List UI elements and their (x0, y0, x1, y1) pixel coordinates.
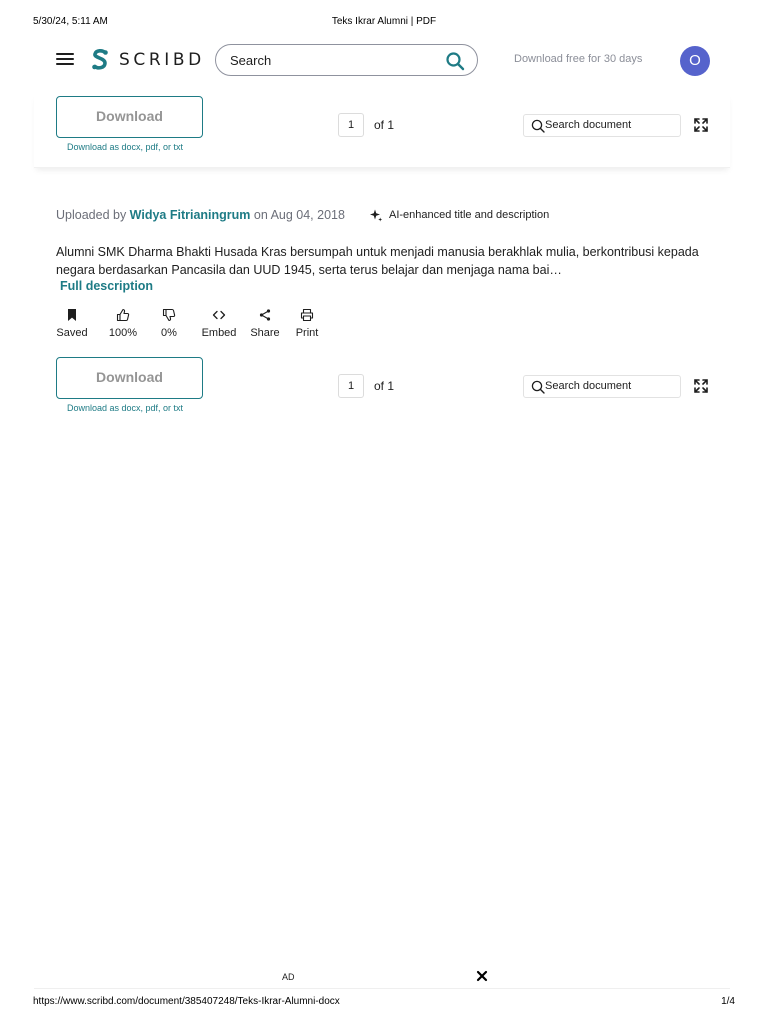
page-number-input[interactable]: 1 (338, 113, 364, 137)
share-button[interactable] (250, 306, 280, 344)
ai-badge-label: AI-enhanced title and description (389, 209, 550, 221)
page-number-input[interactable]: 1 (338, 374, 364, 398)
print-header (0, 16, 768, 30)
saved-label: Saved (56, 327, 88, 339)
ad-banner (34, 965, 730, 989)
upload-date: on Aug 04, 2018 (250, 208, 345, 222)
embed-button[interactable] (200, 306, 238, 344)
upload-info (56, 208, 345, 222)
search-document-placeholder: Search document (545, 380, 632, 392)
full-description-link[interactable]: Full description (60, 279, 154, 293)
download-format-note: Download as docx, pdf, or txt (67, 403, 184, 413)
print-label: Print (295, 327, 319, 339)
search-document-input[interactable] (523, 114, 681, 137)
fullscreen-icon[interactable] (693, 117, 709, 133)
sparkle-icon (369, 208, 383, 222)
printer-icon (300, 308, 314, 322)
page-total: of 1 (374, 118, 395, 132)
document-description: Alumni SMK Dharma Bhakti Husada Kras bersumpah untuk menjadi manusia berakhlak mulia, berkontribusi kepada negara berdasarkan Pancasila dan UUD 1945, serta terus belajar dan menjaga nama bai… (56, 245, 699, 277)
top-navigation (34, 40, 730, 80)
close-icon[interactable] (476, 970, 488, 982)
download-free-link[interactable]: Download free for 30 days (514, 53, 643, 65)
search-icon (531, 119, 545, 133)
search-document-placeholder: Search document (545, 119, 632, 131)
thumbs-up-icon (116, 308, 130, 322)
saved-button[interactable] (56, 306, 88, 344)
search-icon (531, 380, 545, 394)
document-toolbar-top (34, 94, 730, 168)
print-datetime: 5/30/24, 5:11 AM (33, 16, 108, 27)
dislike-button[interactable] (156, 306, 182, 344)
ad-label: AD (282, 972, 295, 982)
like-button[interactable] (96, 306, 150, 344)
print-button[interactable] (294, 306, 320, 344)
thumbs-down-icon (162, 308, 176, 322)
scribd-logo-mark-icon (90, 48, 110, 72)
bookmark-icon (65, 308, 79, 322)
like-percent: 100% (108, 327, 138, 339)
document-actions (56, 306, 320, 344)
user-avatar[interactable]: O (680, 46, 710, 76)
page-total: of 1 (374, 379, 395, 393)
print-url: https://www.scribd.com/document/385407248/Teks-Ikrar-Alumni-docx (33, 996, 340, 1007)
print-page-title: Teks Ikrar Alumni | PDF (331, 16, 437, 27)
download-button[interactable]: Download (56, 357, 203, 399)
document-toolbar-bottom (34, 355, 730, 425)
ai-enhanced-badge (369, 208, 549, 222)
scribd-logo[interactable] (90, 48, 205, 72)
embed-label: Embed (201, 327, 237, 339)
fullscreen-icon[interactable] (693, 378, 709, 394)
print-page-number: 1/4 (721, 996, 735, 1007)
dislike-percent: 0% (161, 327, 177, 339)
code-icon (212, 308, 226, 322)
download-format-note: Download as docx, pdf, or txt (67, 142, 184, 152)
search-document-input[interactable] (523, 375, 681, 398)
upload-prefix: Uploaded by (56, 208, 130, 222)
share-icon (258, 308, 272, 322)
search-icon[interactable] (445, 51, 465, 71)
search-placeholder: Search (230, 53, 272, 68)
site-search-input[interactable] (215, 44, 478, 76)
logo-text: SCRIBD (119, 50, 205, 70)
share-label: Share (250, 327, 280, 339)
uploader-link[interactable]: Widya Fitrianingrum (129, 208, 251, 222)
hamburger-menu-icon[interactable] (56, 53, 74, 67)
download-button[interactable]: Download (56, 96, 203, 138)
